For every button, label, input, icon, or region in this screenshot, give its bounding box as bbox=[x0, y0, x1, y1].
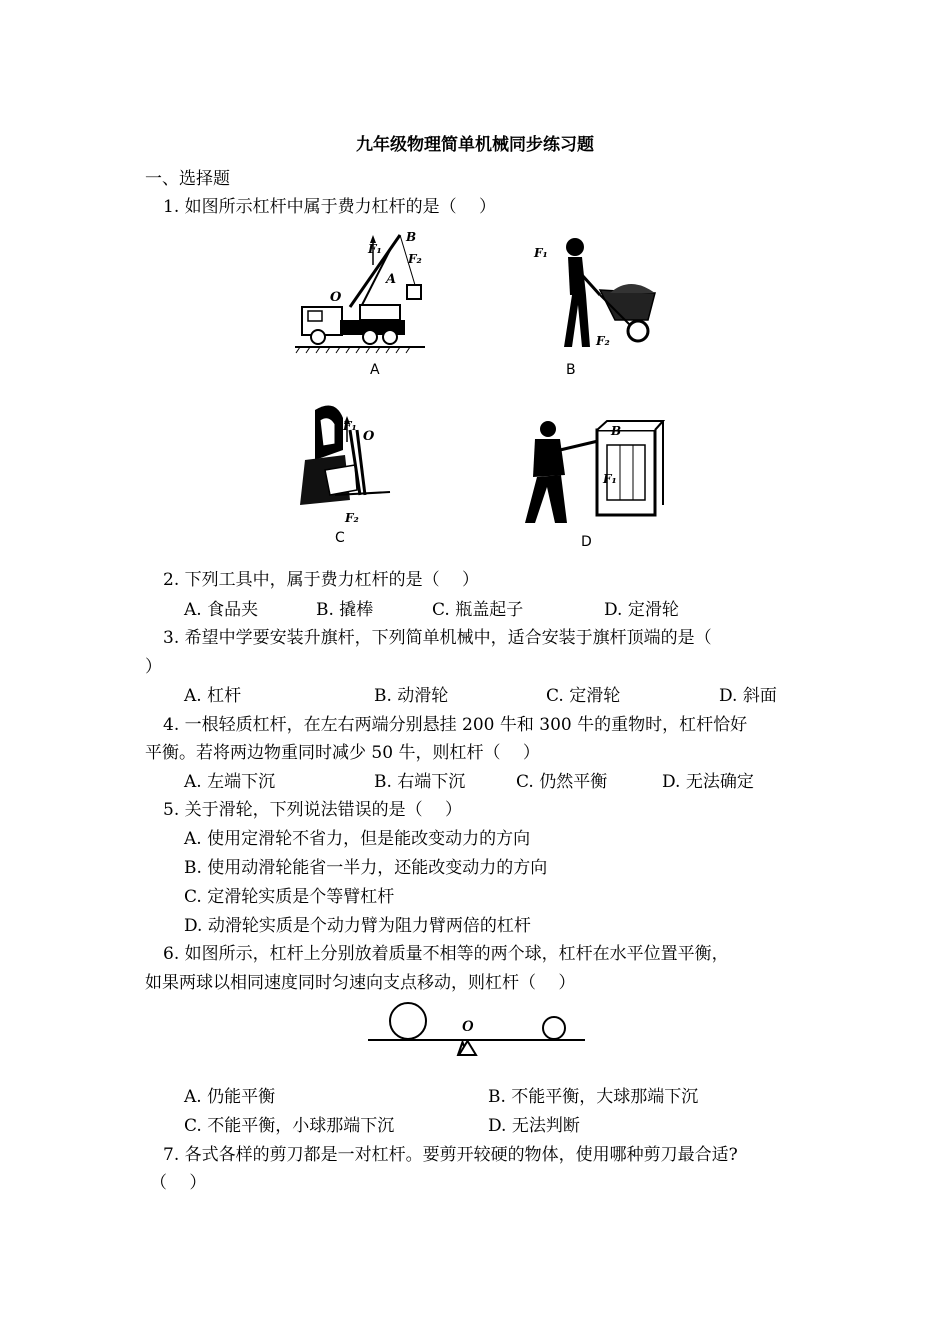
q3-option-d: D. 斜面 bbox=[719, 686, 777, 706]
fig-d-b-label: B bbox=[611, 424, 622, 438]
q1-figure-c-label: C bbox=[335, 530, 345, 546]
q2-option-a: A. 食品夹 bbox=[184, 600, 259, 620]
fig-a-f1-label: F₁ bbox=[368, 242, 382, 256]
section-heading: 一、选择题 bbox=[145, 169, 230, 189]
page-title: 九年级物理简单机械同步练习题 bbox=[356, 135, 594, 155]
q2-option-d: D. 定滑轮 bbox=[604, 600, 679, 620]
q6-stem-line1: 6. 如图所示，杠杆上分别放着质量不相等的两个球，杠杆在水平位置平衡， bbox=[163, 944, 729, 964]
q1-figure-d-crate bbox=[515, 415, 665, 530]
q4-option-c: C. 仍然平衡 bbox=[516, 772, 608, 792]
fig-b-f2-label: F₂ bbox=[596, 334, 610, 348]
q4-option-b: B. 右端下沉 bbox=[374, 772, 466, 792]
q7-stem-line2: （ ） bbox=[150, 1173, 207, 1193]
q6-fulcrum-label: O bbox=[462, 1018, 474, 1035]
q2-option-c: C. 瓶盖起子 bbox=[432, 600, 524, 620]
q3-option-a: A. 杠杆 bbox=[184, 686, 242, 706]
q6-option-d: D. 无法判断 bbox=[488, 1116, 580, 1136]
q4-option-d: D. 无法确定 bbox=[662, 772, 754, 792]
q3-option-c: C. 定滑轮 bbox=[546, 686, 621, 706]
q2-option-b: B. 撬棒 bbox=[316, 600, 374, 620]
q1-figure-d-label: D bbox=[581, 534, 592, 550]
fig-b-f1-label: F₁ bbox=[534, 246, 548, 260]
fig-c-o-label: O bbox=[363, 429, 375, 444]
q6-figure-lever bbox=[360, 1000, 590, 1060]
fig-a-o-label: O bbox=[330, 290, 342, 305]
q1-figure-a-label: A bbox=[370, 362, 380, 378]
q4-stem-line1: 4. 一根轻质杠杆，在左右两端分别悬挂 200 牛和 300 牛的重物时，杠杆恰好 bbox=[163, 715, 748, 735]
q1-figure-b-wheelbarrow bbox=[530, 235, 670, 355]
q1-figure-b-label: B bbox=[566, 362, 576, 378]
q4-option-a: A. 左端下沉 bbox=[184, 772, 276, 792]
fig-a-f2-label: F₂ bbox=[408, 252, 422, 266]
q7-stem-line1: 7. 各式各样的剪刀都是一对杠杆。要剪开较硬的物体，使用哪种剪刀最合适? bbox=[163, 1145, 738, 1165]
q3-option-b: B. 动滑轮 bbox=[374, 686, 449, 706]
q5-option-b: B. 使用动滑轮能省一半力，还能改变动力的方向 bbox=[184, 858, 548, 878]
q1-stem: 1. 如图所示杠杆中属于费力杠杆的是（ ） bbox=[163, 197, 497, 217]
q5-option-d: D. 动滑轮实质是个动力臂为阻力臂两倍的杠杆 bbox=[184, 916, 531, 936]
fig-d-f1-label: F₁ bbox=[603, 472, 617, 486]
q3-stem-line1: 3. 希望中学要安装升旗杆，下列简单机械中，适合安装于旗杆顶端的是（ bbox=[163, 628, 712, 648]
q6-option-a: A. 仍能平衡 bbox=[184, 1087, 276, 1107]
q5-stem: 5. 关于滑轮，下列说法错误的是（ ） bbox=[163, 800, 463, 820]
q6-option-b: B. 不能平衡，大球那端下沉 bbox=[488, 1087, 699, 1107]
q4-stem-line2: 平衡。若将两边物重同时减少 50 牛，则杠杆（ ） bbox=[145, 743, 540, 763]
q6-option-c: C. 不能平衡，小球那端下沉 bbox=[184, 1116, 395, 1136]
q5-option-c: C. 定滑轮实质是个等臂杠杆 bbox=[184, 887, 395, 907]
fig-a-b-label: B bbox=[406, 230, 417, 244]
fig-c-f2-label: F₂ bbox=[345, 511, 359, 525]
fig-c-f1-label: F₁ bbox=[343, 419, 357, 433]
q1-figure-a-crane bbox=[290, 225, 430, 355]
q6-stem-line2: 如果两球以相同速度同时匀速向支点移动，则杠杆（ ） bbox=[145, 973, 576, 993]
q1-figure-c-pliers bbox=[295, 400, 395, 530]
fig-a-a-label: A bbox=[386, 272, 397, 287]
q5-option-a: A. 使用定滑轮不省力，但是能改变动力的方向 bbox=[184, 829, 531, 849]
q3-stem-line2: ） bbox=[145, 657, 162, 677]
q2-stem: 2. 下列工具中，属于费力杠杆的是（ ） bbox=[163, 570, 480, 590]
